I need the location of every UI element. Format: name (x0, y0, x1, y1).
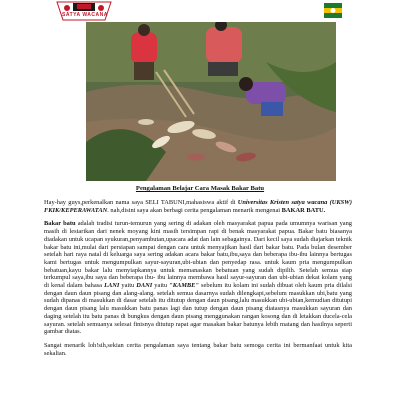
term-dani: DANI (136, 282, 153, 290)
term-kambe: "KAMBE" (169, 282, 199, 290)
intro-paragraph (44, 199, 352, 214)
closing-paragraph: Sangat menarik loh!sih,sekian cerita pengalaman saya tentang bakar batu semoga cerita ini bermanfaat untuk kita sekalian. (44, 341, 352, 357)
satya-wacana-logo (55, 0, 113, 22)
bakar-batu-photo (86, 22, 336, 181)
flag-icon (324, 3, 342, 18)
term-lani: LANI (104, 282, 120, 290)
article-body (44, 199, 352, 363)
main-text-4: sebelum itu kolam ini sudah dibuat oleh kaum pria dilalsi dengan daun daun pisang dan alang-alang. setelah semua dasarnya sudah dilengkapi,sebelum masukkan ubi,batu yang sudah dipanas di masukkan di dasar setelah itu ditutup dengan daun pisang,lalu masukkan ubi-ubian,kemudian ditutupi dengan daun pisang lalu masukkan batu panas lagi dan tutup dengan daun pisang diatasnya masukkan sayuran dan daging setelah itu batu panas di bungkus dengan daun pisang menggunakan rangan kosong dan di letakkan ducela-cela sayuran. setelah semuanya selesai finisnya ditutup rapat agar masakan bakar batunya lebih matang dan hasilnya seperti gambar diatas. (44, 282, 352, 336)
main-text-2: yaitu (119, 282, 137, 290)
main-text-1: adalah tradisi turun-temurun yang sering di adakan oleh masyarakat papua pada umumnya warisan yang masih di lestarikan dari nenek moyang kini masih tersimpan rapi di benak masyarakat papua. Bakar batu biasanya diadakan untuk ucapan syukuran,penyambutan,upacara adat dan lain sebagainya. Dari kecil saya sudah diajarkan teknik bakar batu ini,mulai dari persiapan sampai dengan cara untuk menyajikan hasil dari bakar batu. Pada bulan desember setelah hari raya natal di keluarga saya sering adakan acara bakar batu,ibu,saya dan beberapa ibu-ibu lainnya bertugas kami bertugas untuk mengumpulkan sayur-sayuran,ubi-ubian dan penyedap rasa. untuk kaum pria mengumpulkan bebatuan,kayu bakar lalu menyiapkannya untuk memanaskan bebatuan yang sudah dipilih. Setelah semua siap terkumpul saya,ibu saya dan beberapa ibu- ibu lainnya membawa hasil sayur-sayuran dan ubi-ubian dekat kolam yang di kenal dalam bahasa (44, 220, 352, 290)
logo-caption: SATYA WACANA (62, 12, 108, 18)
university-name: Universitas Kristen satya wacana (UKSW) FKIK/KEPERAWATAN (44, 199, 352, 214)
main-lead: Bakar batu (44, 220, 76, 228)
intro-text-2: . nah,disini saya akan berbagi cerita pengalaman menarik mengenai (107, 206, 282, 214)
main-paragraph (44, 220, 352, 336)
intro-topic: BAKAR BATU. (281, 206, 326, 214)
main-text-3: yaitu (152, 282, 170, 290)
article-title: Pengalaman Belajar Cara Masak Bakar Batu (135, 185, 265, 192)
intro-text-1: Hay-hay guys,perkenalkan nama saya SELI TABUNI,mahasiswa aktif di (44, 199, 238, 206)
